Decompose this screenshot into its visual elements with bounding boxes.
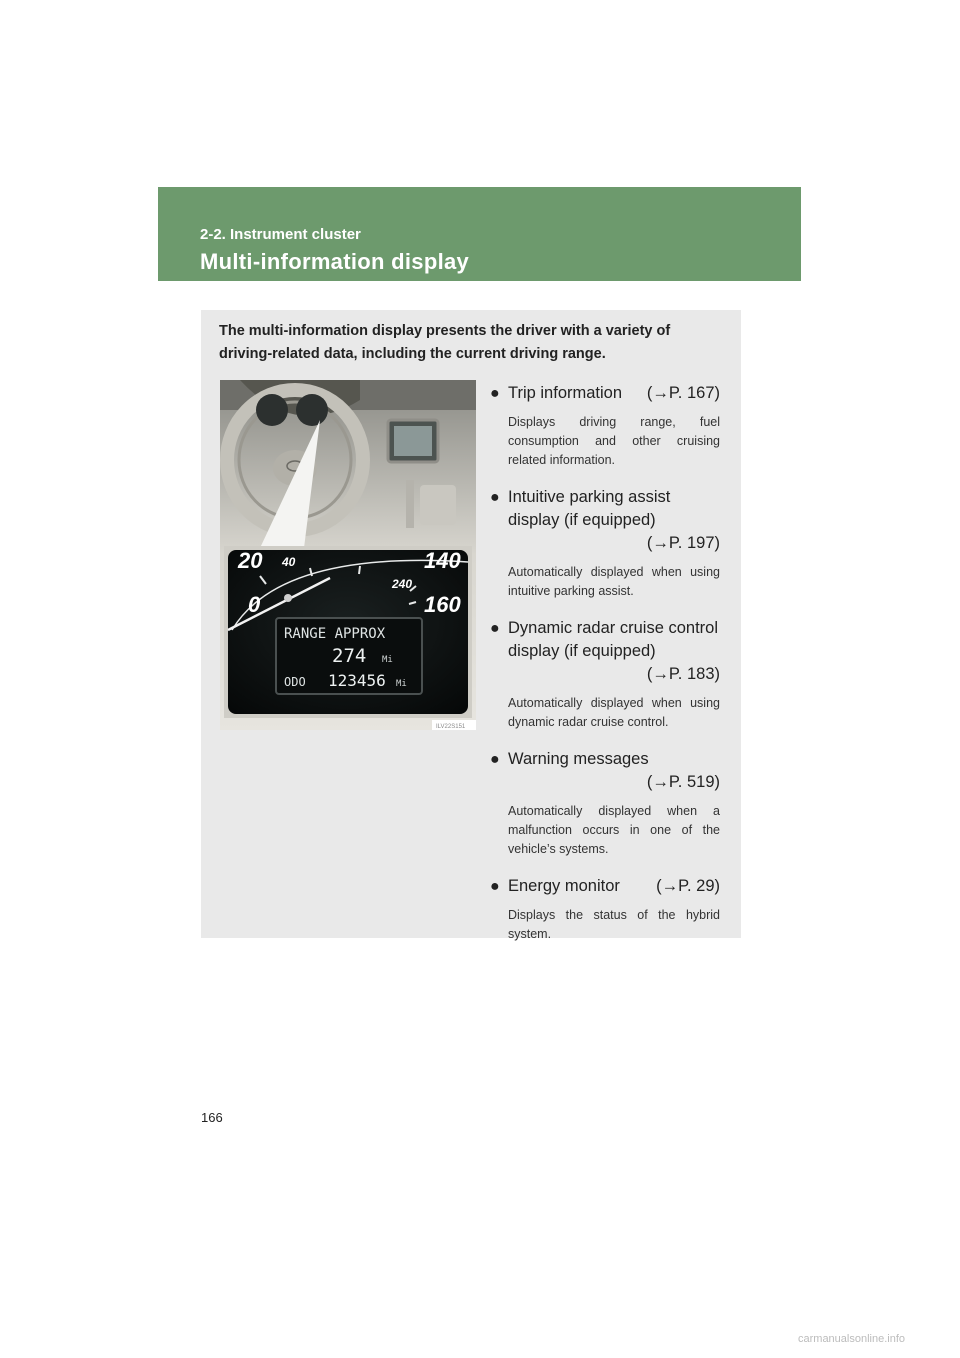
bullet-icon: ●	[490, 878, 500, 895]
bullet-icon: ●	[490, 489, 500, 506]
footer-watermark: carmanualsonline.info	[798, 1333, 906, 1345]
display-odo-value: 123456	[328, 671, 386, 690]
section-label: 2-2. Instrument cluster	[200, 226, 361, 243]
list-item-radar-cruise	[490, 617, 720, 732]
page-number: 166	[201, 1110, 223, 1125]
bullet-icon: ●	[490, 751, 500, 768]
display-odo-unit: Mi	[396, 679, 407, 689]
speed-label-40: 40	[282, 555, 296, 569]
illustration-code: ILV22S151	[436, 724, 466, 730]
intro-text: The multi-information display presents the driver with a variety of driving-related data, including the current driving range.	[219, 323, 671, 362]
item-title: Intuitive parking assist display (if equipped)	[508, 488, 671, 529]
item-title: Warning messages	[508, 750, 649, 768]
list-item-parking-assist	[490, 486, 720, 601]
list-item-energy-monitor	[490, 875, 720, 944]
content-panel	[201, 310, 741, 941]
page-reference-link[interactable]: (→P. 29)	[656, 877, 720, 895]
speed-label-0: 0	[248, 592, 261, 617]
item-description: Displays driving range, fuel consumption and other cruising related information.	[508, 415, 720, 467]
list-item-warning-messages	[490, 748, 720, 859]
display-range-value: 274	[332, 645, 367, 667]
section-header	[158, 187, 801, 281]
instrument-cluster-illustration	[220, 380, 476, 730]
page-reference-link[interactable]: (→P. 167)	[646, 384, 720, 402]
display-odo-label: ODO	[284, 675, 306, 689]
speed-label-160: 160	[424, 592, 461, 617]
item-title: Dynamic radar cruise control display (if equipped)	[508, 619, 718, 660]
item-description: Displays the status of the hybrid system.	[508, 908, 720, 941]
item-title: Trip information	[508, 384, 623, 402]
display-range-label: RANGE APPROX	[284, 626, 386, 642]
page-reference-link[interactable]: (→P. 519)	[646, 773, 720, 791]
item-title: Energy monitor	[508, 877, 620, 895]
item-description: Automatically displayed when using dynamic radar cruise control.	[508, 696, 720, 729]
item-description: Automatically displayed when a malfunction occurs in one of the vehicle’s systems.	[508, 804, 720, 856]
feature-list	[490, 382, 720, 960]
page-reference-link[interactable]: (→P. 183)	[646, 665, 720, 683]
item-description: Automatically displayed when using intuitive parking assist.	[508, 565, 720, 598]
list-item-trip-information	[490, 382, 720, 470]
speed-label-20: 20	[238, 548, 263, 573]
bullet-icon: ●	[490, 385, 500, 402]
speed-label-240: 240	[392, 577, 413, 591]
page-title: Multi-information display	[200, 249, 470, 274]
display-range-unit: Mi	[382, 655, 393, 665]
page-reference-link[interactable]: (→P. 197)	[646, 534, 720, 552]
speed-label-140: 140	[424, 548, 461, 573]
bullet-icon: ●	[490, 620, 500, 637]
